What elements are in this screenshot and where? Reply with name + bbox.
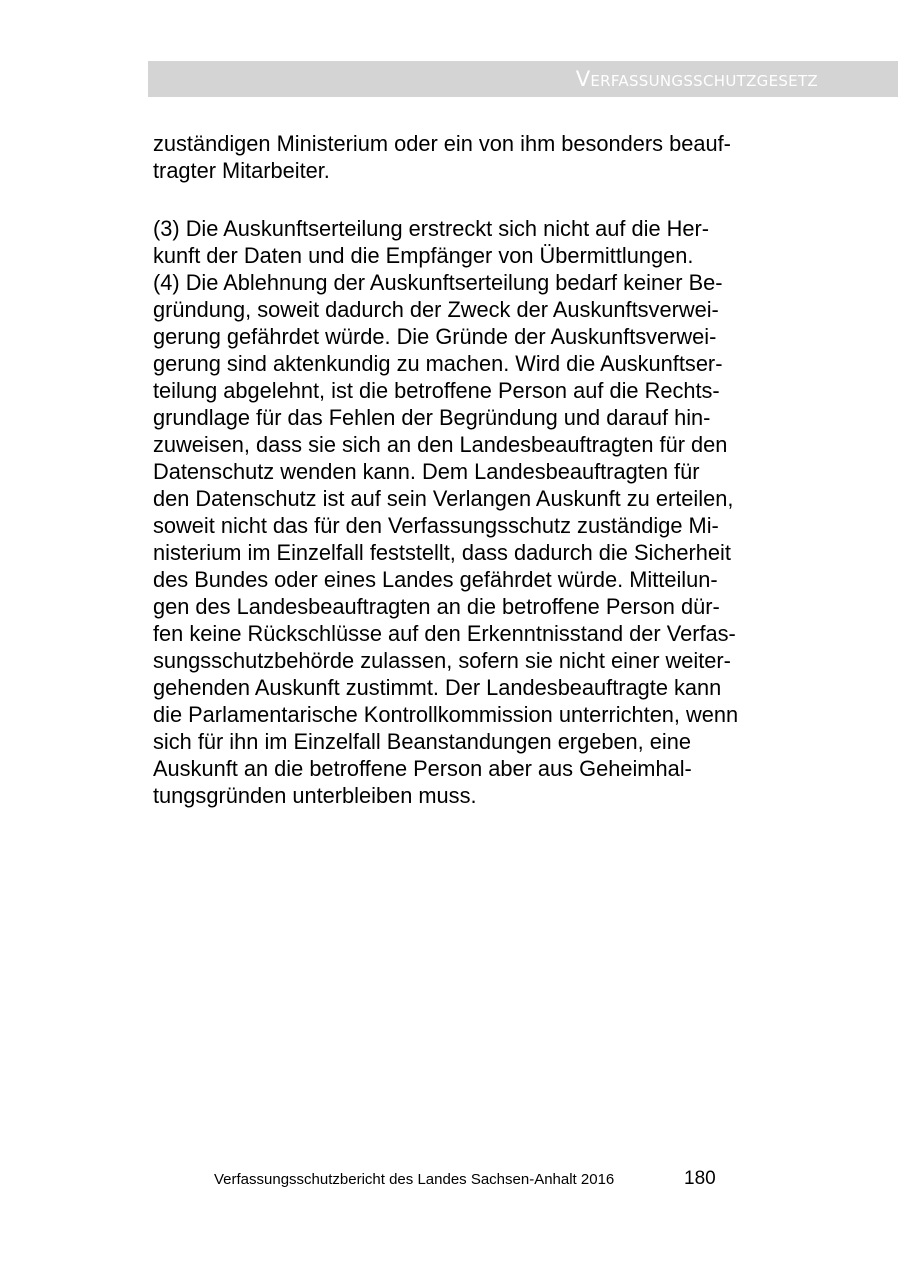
text-line: zuständigen Ministerium oder ein von ihm besonders beauf- (153, 131, 731, 156)
text-line: tungsgründen unterbleiben muss. (153, 783, 477, 808)
text-line: kunft der Daten und die Empfänger von Übermittlungen. (153, 243, 694, 268)
text-line: grundlage für das Fehlen der Begründung und darauf hin- (153, 405, 711, 430)
page-number: 180 (684, 1168, 716, 1189)
text-line: sungsschutzbehörde zulassen, sofern sie nicht einer weiter- (153, 648, 731, 673)
text-line: soweit nicht das für den Verfassungsschutz zuständige Mi- (153, 513, 719, 538)
text-line: sich für ihn im Einzelfall Beanstandungen ergeben, eine (153, 729, 692, 754)
running-header-smallcaps: ERFASSUNGSSCHUTZGESETZ (590, 72, 818, 90)
running-header-bar (148, 61, 898, 97)
text-line: gehenden Auskunft zustimmt. Der Landesbeauftragte kann (153, 675, 722, 700)
text-line: nisterium im Einzelfall feststellt, dass dadurch die Sicherheit (153, 540, 731, 565)
text-line: (4) Die Ablehnung der Auskunftserteilung bedarf keiner Be- (153, 270, 723, 295)
text-line: gerung sind aktenkundig zu machen. Wird die Auskunftser- (153, 351, 723, 376)
paragraph-continuation (153, 130, 813, 184)
text-line: Datenschutz wenden kann. Dem Landesbeauftragten für (153, 459, 700, 484)
text-line: des Bundes oder eines Landes gefährdet würde. Mitteilun- (153, 567, 718, 592)
text-line: tragter Mitarbeiter. (153, 158, 330, 183)
text-line: (3) Die Auskunftserteilung erstreckt sich nicht auf die Her- (153, 216, 710, 241)
text-line: gen des Landesbeauftragten an die betroffene Person dür- (153, 594, 720, 619)
paragraph-sections-3-4 (153, 215, 813, 809)
footer-publication-title: Verfassungsschutzbericht des Landes Sachsen-Anhalt 2016 (214, 1171, 615, 1188)
text-line: gründung, soweit dadurch der Zweck der Auskunftsverwei- (153, 297, 719, 322)
text-line: den Datenschutz ist auf sein Verlangen Auskunft zu erteilen, (153, 486, 734, 511)
text-line: fen keine Rückschlüsse auf den Erkenntnisstand der Verfas- (153, 621, 736, 646)
text-line: zuweisen, dass sie sich an den Landesbeauftragten für den (153, 432, 728, 457)
text-line: Auskunft an die betroffene Person aber aus Geheimhal- (153, 756, 692, 781)
running-header-initial: V (575, 67, 591, 91)
text-line: die Parlamentarische Kontrollkommission unterrichten, wenn (153, 702, 739, 727)
text-line: gerung gefährdet würde. Die Gründe der Auskunftsverwei- (153, 324, 717, 349)
text-line: teilung abgelehnt, ist die betroffene Person auf die Rechts- (153, 378, 720, 403)
running-header-title (148, 65, 818, 95)
paragraph-spacer (153, 184, 813, 215)
document-body (153, 130, 813, 809)
